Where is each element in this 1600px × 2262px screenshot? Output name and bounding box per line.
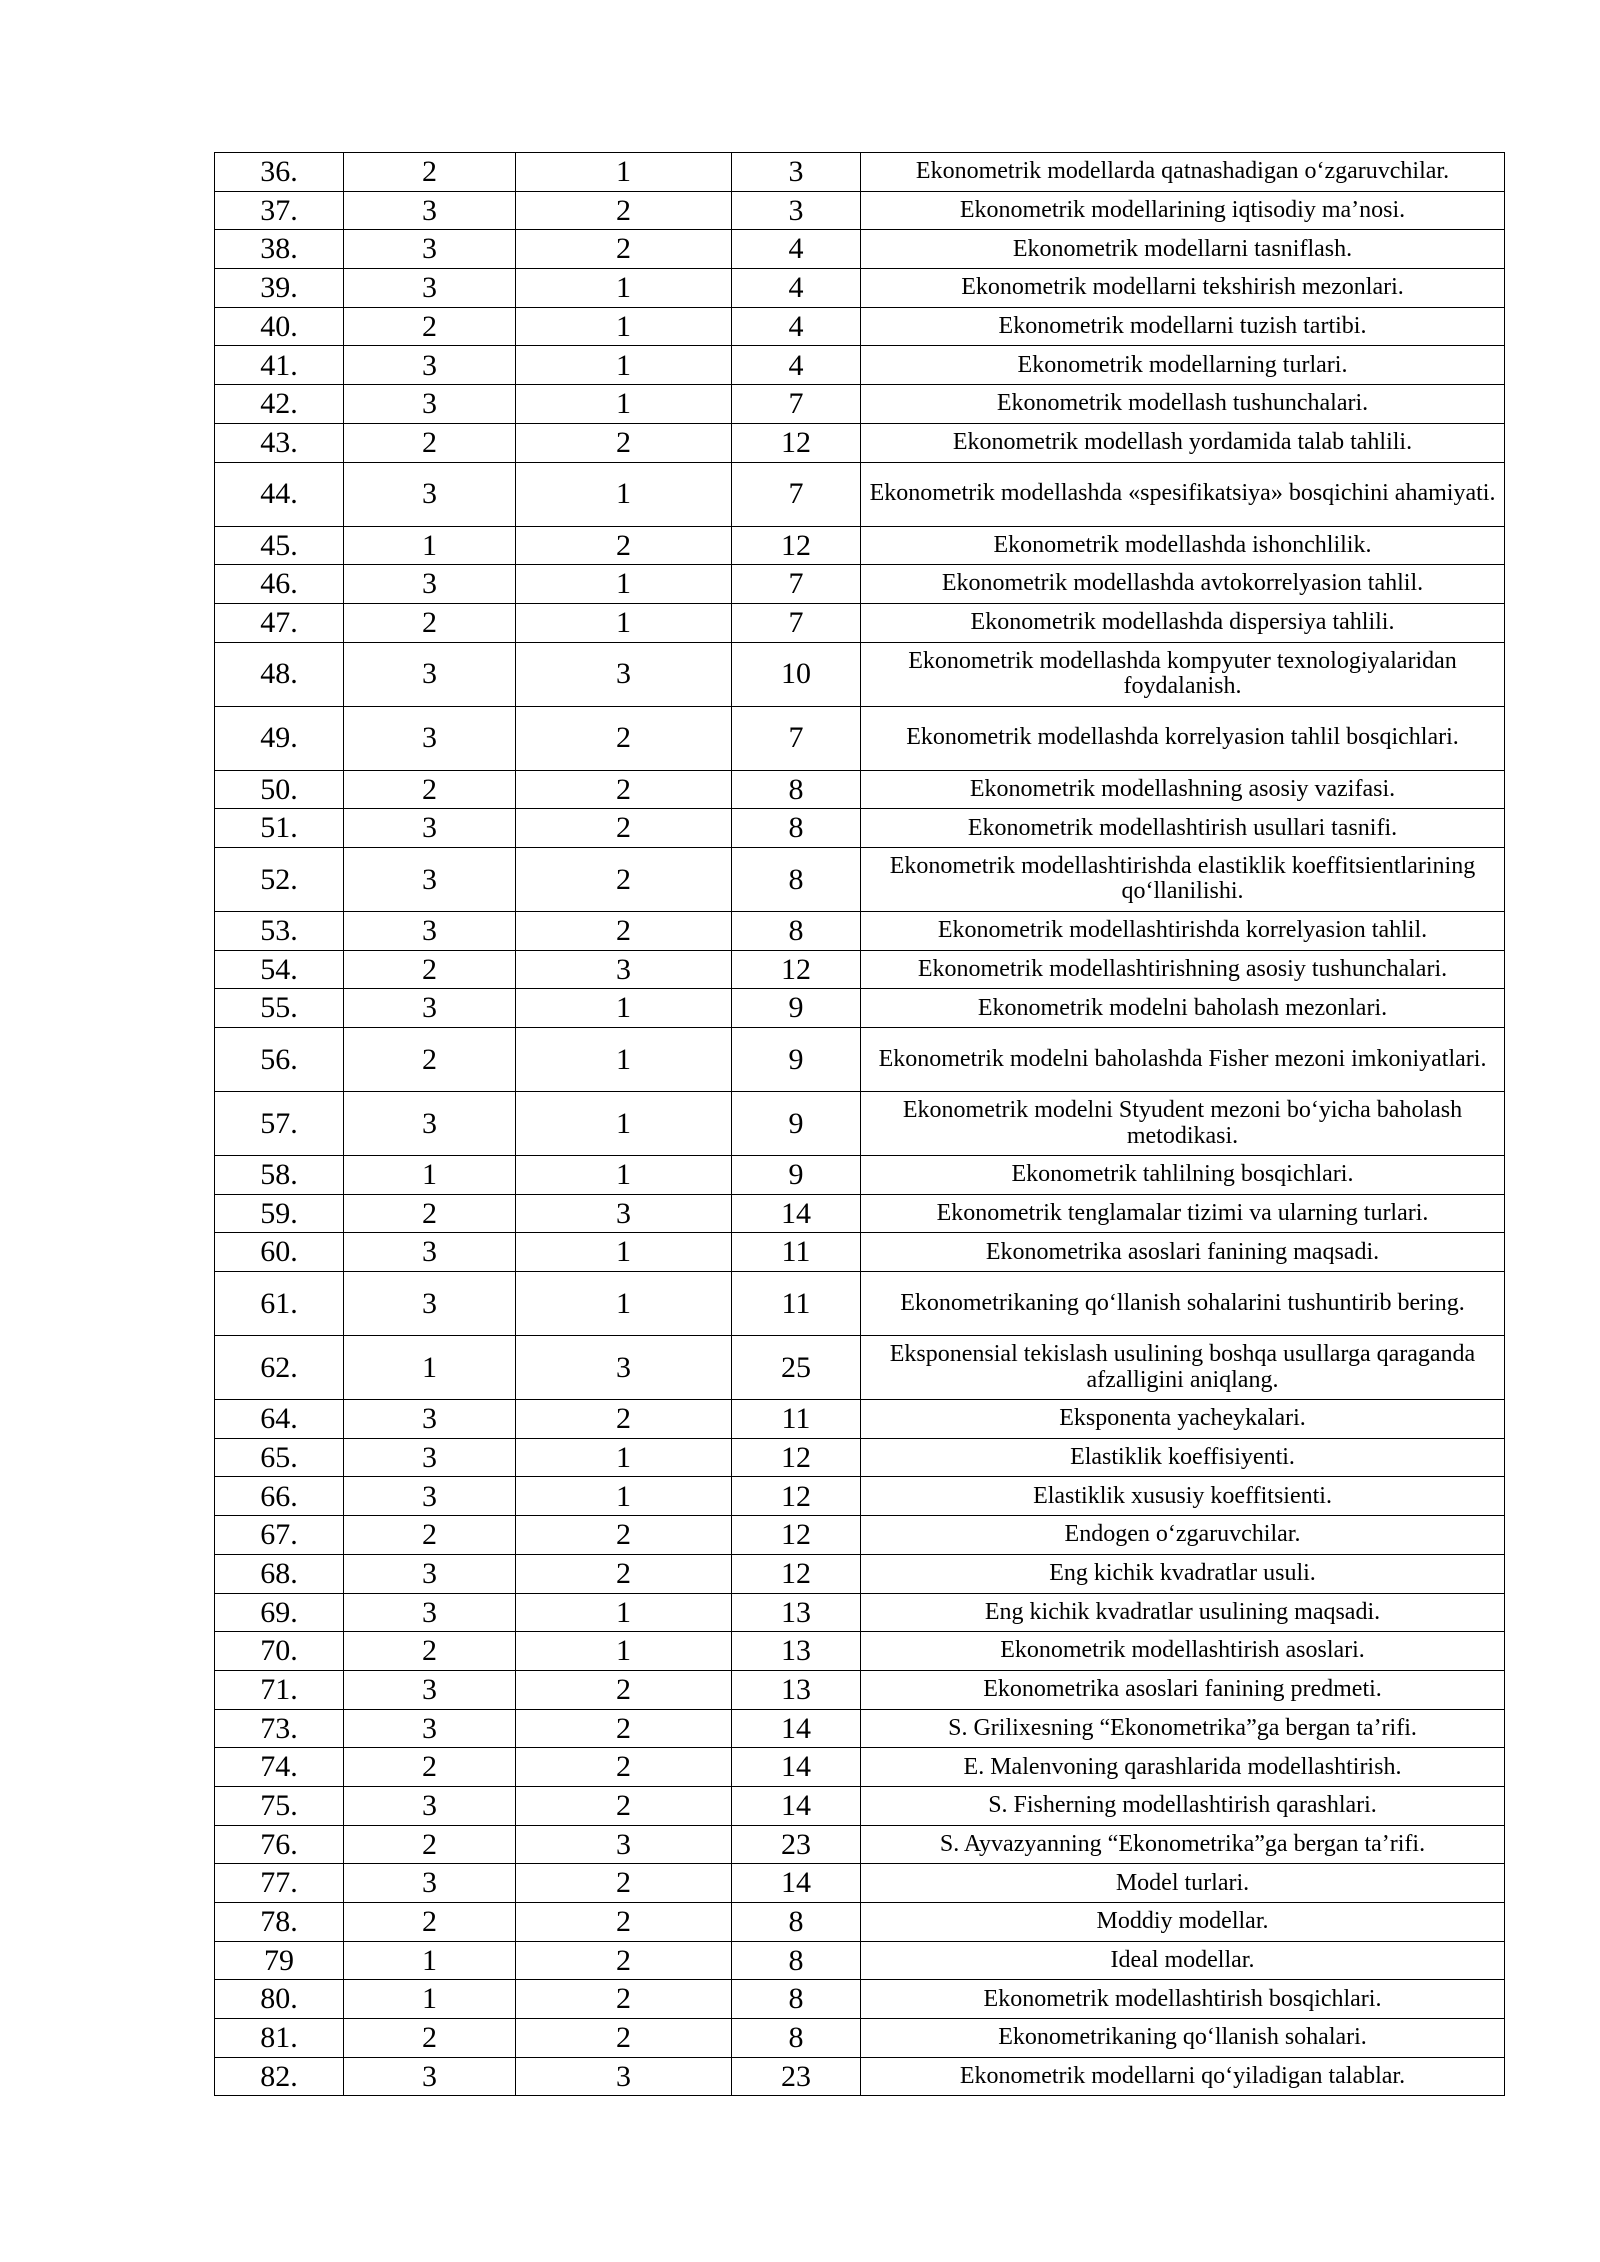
col-a-cell: 3	[344, 989, 516, 1028]
col-c-cell: 14	[732, 1864, 861, 1903]
col-c-cell: 9	[732, 1092, 861, 1156]
col-b-cell: 2	[516, 911, 732, 950]
col-a-cell: 2	[344, 1632, 516, 1671]
col-a-cell: 3	[344, 911, 516, 950]
col-a-cell: 2	[344, 307, 516, 346]
col-a-cell: 3	[344, 1554, 516, 1593]
col-c-cell: 12	[732, 1554, 861, 1593]
col-b-cell: 2	[516, 1748, 732, 1787]
col-b-cell: 2	[516, 1554, 732, 1593]
table-row	[215, 346, 1505, 385]
table-row	[215, 307, 1505, 346]
col-b-cell: 2	[516, 191, 732, 230]
col-c-cell: 8	[732, 1980, 861, 2019]
topic-cell: S. Grilixesning “Ekonometrika”ga bergan ta’rifi.	[861, 1709, 1505, 1748]
table-row	[215, 1516, 1505, 1555]
col-a-cell: 2	[344, 770, 516, 809]
table-row	[215, 1786, 1505, 1825]
col-b-cell: 2	[516, 1400, 732, 1439]
col-b-cell: 2	[516, 526, 732, 565]
col-c-cell: 14	[732, 1786, 861, 1825]
col-c-cell: 23	[732, 2057, 861, 2096]
col-c-cell: 12	[732, 423, 861, 462]
col-c-cell: 8	[732, 1941, 861, 1980]
question-number-cell: 65.	[215, 1438, 344, 1477]
table-row	[215, 526, 1505, 565]
question-number-cell: 56.	[215, 1028, 344, 1092]
question-number-cell: 69.	[215, 1593, 344, 1632]
table-row	[215, 1748, 1505, 1787]
col-c-cell: 7	[732, 706, 861, 770]
table-row	[215, 565, 1505, 604]
col-b-cell: 1	[516, 1233, 732, 1272]
document-page	[214, 152, 1504, 2096]
topic-cell: Ekonometrikaning qo‘llanish sohalari.	[861, 2019, 1505, 2058]
question-number-cell: 38.	[215, 230, 344, 269]
col-c-cell: 8	[732, 770, 861, 809]
col-a-cell: 3	[344, 1864, 516, 1903]
question-number-cell: 52.	[215, 847, 344, 911]
col-b-cell: 2	[516, 1786, 732, 1825]
table-row	[215, 989, 1505, 1028]
col-b-cell: 2	[516, 230, 732, 269]
table-row	[215, 1980, 1505, 2019]
topic-cell: Model turlari.	[861, 1864, 1505, 1903]
question-number-cell: 71.	[215, 1670, 344, 1709]
col-a-cell: 1	[344, 1156, 516, 1195]
question-number-cell: 58.	[215, 1156, 344, 1195]
table-row	[215, 191, 1505, 230]
col-c-cell: 23	[732, 1825, 861, 1864]
table-row	[215, 1477, 1505, 1516]
table-row	[215, 1233, 1505, 1272]
question-number-cell: 78.	[215, 1903, 344, 1942]
table-row	[215, 2019, 1505, 2058]
col-b-cell: 2	[516, 847, 732, 911]
col-c-cell: 9	[732, 1156, 861, 1195]
question-number-cell: 80.	[215, 1980, 344, 2019]
question-number-cell: 59.	[215, 1194, 344, 1233]
question-number-cell: 64.	[215, 1400, 344, 1439]
question-number-cell: 66.	[215, 1477, 344, 1516]
col-a-cell: 3	[344, 1438, 516, 1477]
col-a-cell: 3	[344, 642, 516, 706]
question-number-cell: 53.	[215, 911, 344, 950]
col-c-cell: 14	[732, 1748, 861, 1787]
col-c-cell: 12	[732, 950, 861, 989]
question-number-cell: 50.	[215, 770, 344, 809]
topic-cell: Ekonometrik modellashning asosiy vazifasi.	[861, 770, 1505, 809]
topic-cell: Ekonometrik modellarni tuzish tartibi.	[861, 307, 1505, 346]
table-row	[215, 1438, 1505, 1477]
table-row	[215, 1156, 1505, 1195]
table-row	[215, 1272, 1505, 1336]
col-a-cell: 2	[344, 423, 516, 462]
topic-cell: Ekonometrik modellashtirish bosqichlari.	[861, 1980, 1505, 2019]
question-number-cell: 75.	[215, 1786, 344, 1825]
col-b-cell: 1	[516, 565, 732, 604]
topic-cell: Ekonometrik modellashtirishda elastiklik koeffitsientlarining qo‘llanilishi.	[861, 847, 1505, 911]
topic-cell: Ekonometrik modellarni tasniflash.	[861, 230, 1505, 269]
topic-cell: Elastiklik koeffisiyenti.	[861, 1438, 1505, 1477]
topic-cell: Eksponenta yacheykalari.	[861, 1400, 1505, 1439]
col-b-cell: 1	[516, 1092, 732, 1156]
col-b-cell: 2	[516, 770, 732, 809]
col-a-cell: 2	[344, 1194, 516, 1233]
col-a-cell: 1	[344, 1941, 516, 1980]
col-b-cell: 1	[516, 1477, 732, 1516]
col-c-cell: 11	[732, 1400, 861, 1439]
question-number-cell: 76.	[215, 1825, 344, 1864]
table-row	[215, 1554, 1505, 1593]
col-a-cell: 3	[344, 1092, 516, 1156]
topic-cell: Ekonometrik modellashda «spesifikatsiya» bosqichini ahamiyati.	[861, 462, 1505, 526]
col-a-cell: 3	[344, 1786, 516, 1825]
col-a-cell: 3	[344, 565, 516, 604]
table-body	[215, 153, 1505, 2096]
col-a-cell: 3	[344, 346, 516, 385]
topic-cell: Ekonometrik tenglamalar tizimi va ularning turlari.	[861, 1194, 1505, 1233]
col-b-cell: 1	[516, 153, 732, 192]
topic-cell: Ekonometrik modellashda dispersiya tahlili.	[861, 603, 1505, 642]
col-c-cell: 3	[732, 191, 861, 230]
topic-cell: Eksponensial tekislash usulining boshqa usullarga qaraganda afzalligini aniqlang.	[861, 1336, 1505, 1400]
topic-cell: Ekonometrik tahlilning bosqichlari.	[861, 1156, 1505, 1195]
topic-cell: Ekonometrik modellarni qo‘yiladigan talablar.	[861, 2057, 1505, 2096]
table-row	[215, 1194, 1505, 1233]
question-number-cell: 74.	[215, 1748, 344, 1787]
topic-cell: Ekonometrik modellarning turlari.	[861, 346, 1505, 385]
table-row	[215, 269, 1505, 308]
col-b-cell: 2	[516, 2019, 732, 2058]
table-row	[215, 809, 1505, 848]
col-b-cell: 1	[516, 462, 732, 526]
question-number-cell: 40.	[215, 307, 344, 346]
topic-cell: Ekonometrik modellashtirishda korrelyasion tahlil.	[861, 911, 1505, 950]
col-c-cell: 12	[732, 1516, 861, 1555]
topic-cell: Moddiy modellar.	[861, 1903, 1505, 1942]
col-a-cell: 2	[344, 1903, 516, 1942]
table-row	[215, 1028, 1505, 1092]
table-row	[215, 847, 1505, 911]
col-a-cell: 3	[344, 1400, 516, 1439]
topic-cell: Ekonometrik modellashda avtokorrelyasion tahlil.	[861, 565, 1505, 604]
col-a-cell: 3	[344, 269, 516, 308]
col-c-cell: 8	[732, 847, 861, 911]
topic-cell: S. Fisherning modellashtirish qarashlari.	[861, 1786, 1505, 1825]
topic-cell: Ekonometrik modelni Styudent mezoni bo‘yicha baholash metodikasi.	[861, 1092, 1505, 1156]
col-b-cell: 1	[516, 603, 732, 642]
topic-cell: Ekonometrik modellashtirishning asosiy tushunchalari.	[861, 950, 1505, 989]
col-a-cell: 1	[344, 526, 516, 565]
topic-cell: Ekonometrik modellarda qatnashadigan o‘zgaruvchilar.	[861, 153, 1505, 192]
col-a-cell: 3	[344, 1272, 516, 1336]
col-c-cell: 12	[732, 526, 861, 565]
col-c-cell: 8	[732, 911, 861, 950]
question-number-cell: 67.	[215, 1516, 344, 1555]
col-c-cell: 4	[732, 307, 861, 346]
question-number-cell: 82.	[215, 2057, 344, 2096]
question-number-cell: 61.	[215, 1272, 344, 1336]
question-number-cell: 79	[215, 1941, 344, 1980]
col-b-cell: 1	[516, 1028, 732, 1092]
col-b-cell: 2	[516, 1980, 732, 2019]
col-b-cell: 1	[516, 1156, 732, 1195]
question-number-cell: 54.	[215, 950, 344, 989]
col-b-cell: 2	[516, 1670, 732, 1709]
table-row	[215, 950, 1505, 989]
question-number-cell: 41.	[215, 346, 344, 385]
col-c-cell: 4	[732, 230, 861, 269]
col-c-cell: 8	[732, 2019, 861, 2058]
col-b-cell: 2	[516, 423, 732, 462]
col-a-cell: 3	[344, 706, 516, 770]
col-c-cell: 8	[732, 809, 861, 848]
question-number-cell: 60.	[215, 1233, 344, 1272]
col-c-cell: 13	[732, 1593, 861, 1632]
table-row	[215, 1941, 1505, 1980]
col-c-cell: 7	[732, 603, 861, 642]
col-b-cell: 2	[516, 809, 732, 848]
col-c-cell: 14	[732, 1709, 861, 1748]
col-c-cell: 10	[732, 642, 861, 706]
col-b-cell: 2	[516, 706, 732, 770]
table-row	[215, 1670, 1505, 1709]
col-c-cell: 9	[732, 989, 861, 1028]
table-row	[215, 423, 1505, 462]
col-a-cell: 1	[344, 1980, 516, 2019]
col-b-cell: 2	[516, 1941, 732, 1980]
col-a-cell: 2	[344, 1825, 516, 1864]
topic-cell: Ekonometrik modelni baholash mezonlari.	[861, 989, 1505, 1028]
col-b-cell: 1	[516, 346, 732, 385]
question-number-cell: 49.	[215, 706, 344, 770]
topic-cell: Ekonometrik modellashda kompyuter texnologiyalaridan foydalanish.	[861, 642, 1505, 706]
question-number-cell: 55.	[215, 989, 344, 1028]
question-number-cell: 77.	[215, 1864, 344, 1903]
topic-cell: Ekonometrik modellarni tekshirish mezonlari.	[861, 269, 1505, 308]
topic-cell: Endogen o‘zgaruvchilar.	[861, 1516, 1505, 1555]
table-row	[215, 1825, 1505, 1864]
topic-cell: Eng kichik kvadratlar usuli.	[861, 1554, 1505, 1593]
topic-cell: Elastiklik xususiy koeffitsienti.	[861, 1477, 1505, 1516]
table-row	[215, 770, 1505, 809]
question-number-cell: 44.	[215, 462, 344, 526]
table-row	[215, 642, 1505, 706]
col-c-cell: 4	[732, 346, 861, 385]
topic-cell: Ekonometrik modellarining iqtisodiy ma’nosi.	[861, 191, 1505, 230]
table-row	[215, 1709, 1505, 1748]
col-b-cell: 3	[516, 1825, 732, 1864]
topic-cell: Ekonometrik modellashtirish usullari tasnifi.	[861, 809, 1505, 848]
col-b-cell: 3	[516, 2057, 732, 2096]
col-b-cell: 1	[516, 1272, 732, 1336]
col-a-cell: 2	[344, 603, 516, 642]
col-c-cell: 12	[732, 1438, 861, 1477]
topic-cell: Ekonometrik modellashda korrelyasion tahlil bosqichlari.	[861, 706, 1505, 770]
col-b-cell: 1	[516, 269, 732, 308]
col-a-cell: 3	[344, 385, 516, 424]
col-a-cell: 3	[344, 1670, 516, 1709]
topic-cell: Ekonometrik modellash yordamida talab tahlili.	[861, 423, 1505, 462]
col-b-cell: 1	[516, 1632, 732, 1671]
col-a-cell: 3	[344, 2057, 516, 2096]
table-row	[215, 706, 1505, 770]
col-c-cell: 13	[732, 1632, 861, 1671]
col-c-cell: 11	[732, 1233, 861, 1272]
table-row	[215, 1400, 1505, 1439]
col-a-cell: 3	[344, 809, 516, 848]
col-b-cell: 1	[516, 1438, 732, 1477]
question-number-cell: 73.	[215, 1709, 344, 1748]
question-number-cell: 48.	[215, 642, 344, 706]
questions-table	[214, 152, 1505, 2096]
topic-cell: Ekonometrik modellashda ishonchlilik.	[861, 526, 1505, 565]
col-c-cell: 8	[732, 1903, 861, 1942]
col-c-cell: 7	[732, 385, 861, 424]
question-number-cell: 51.	[215, 809, 344, 848]
col-a-cell: 2	[344, 153, 516, 192]
col-b-cell: 2	[516, 1516, 732, 1555]
topic-cell: E. Malenvoning qarashlarida modellashtirish.	[861, 1748, 1505, 1787]
col-b-cell: 3	[516, 1336, 732, 1400]
question-number-cell: 36.	[215, 153, 344, 192]
table-row	[215, 1903, 1505, 1942]
question-number-cell: 42.	[215, 385, 344, 424]
col-c-cell: 11	[732, 1272, 861, 1336]
table-row	[215, 462, 1505, 526]
col-c-cell: 7	[732, 462, 861, 526]
col-c-cell: 12	[732, 1477, 861, 1516]
col-a-cell: 3	[344, 230, 516, 269]
topic-cell: Ekonometrika asoslari fanining maqsadi.	[861, 1233, 1505, 1272]
col-b-cell: 1	[516, 385, 732, 424]
col-c-cell: 14	[732, 1194, 861, 1233]
table-row	[215, 1593, 1505, 1632]
col-a-cell: 1	[344, 1336, 516, 1400]
question-number-cell: 39.	[215, 269, 344, 308]
col-a-cell: 2	[344, 950, 516, 989]
col-a-cell: 3	[344, 1593, 516, 1632]
col-b-cell: 2	[516, 1864, 732, 1903]
topic-cell: Ekonometrik modellashtirish asoslari.	[861, 1632, 1505, 1671]
question-number-cell: 47.	[215, 603, 344, 642]
col-b-cell: 1	[516, 307, 732, 346]
col-b-cell: 3	[516, 642, 732, 706]
col-a-cell: 2	[344, 2019, 516, 2058]
topic-cell: Ekonometrik modelni baholashda Fisher mezoni imkoniyatlari.	[861, 1028, 1505, 1092]
table-row	[215, 911, 1505, 950]
question-number-cell: 37.	[215, 191, 344, 230]
question-number-cell: 70.	[215, 1632, 344, 1671]
question-number-cell: 46.	[215, 565, 344, 604]
table-row	[215, 2057, 1505, 2096]
col-b-cell: 3	[516, 1194, 732, 1233]
col-a-cell: 3	[344, 847, 516, 911]
col-b-cell: 2	[516, 1709, 732, 1748]
col-c-cell: 3	[732, 153, 861, 192]
table-row	[215, 1632, 1505, 1671]
table-row	[215, 603, 1505, 642]
col-c-cell: 13	[732, 1670, 861, 1709]
col-a-cell: 3	[344, 1709, 516, 1748]
table-row	[215, 230, 1505, 269]
table-row	[215, 1864, 1505, 1903]
topic-cell: S. Ayvazyanning “Ekonometrika”ga bergan ta’rifi.	[861, 1825, 1505, 1864]
topic-cell: Ideal modellar.	[861, 1941, 1505, 1980]
col-a-cell: 3	[344, 1233, 516, 1272]
table-row	[215, 1336, 1505, 1400]
table-row	[215, 1092, 1505, 1156]
col-b-cell: 3	[516, 950, 732, 989]
col-c-cell: 7	[732, 565, 861, 604]
question-number-cell: 57.	[215, 1092, 344, 1156]
topic-cell: Eng kichik kvadratlar usulining maqsadi.	[861, 1593, 1505, 1632]
topic-cell: Ekonometrik modellash tushunchalari.	[861, 385, 1505, 424]
col-a-cell: 2	[344, 1748, 516, 1787]
table-row	[215, 153, 1505, 192]
question-number-cell: 68.	[215, 1554, 344, 1593]
col-b-cell: 2	[516, 1903, 732, 1942]
col-a-cell: 3	[344, 1477, 516, 1516]
question-number-cell: 62.	[215, 1336, 344, 1400]
col-c-cell: 4	[732, 269, 861, 308]
question-number-cell: 43.	[215, 423, 344, 462]
col-a-cell: 3	[344, 462, 516, 526]
question-number-cell: 81.	[215, 2019, 344, 2058]
col-b-cell: 1	[516, 989, 732, 1028]
col-c-cell: 25	[732, 1336, 861, 1400]
col-a-cell: 2	[344, 1028, 516, 1092]
col-a-cell: 3	[344, 191, 516, 230]
col-c-cell: 9	[732, 1028, 861, 1092]
topic-cell: Ekonometrika asoslari fanining predmeti.	[861, 1670, 1505, 1709]
col-b-cell: 1	[516, 1593, 732, 1632]
table-row	[215, 385, 1505, 424]
topic-cell: Ekonometrikaning qo‘llanish sohalarini tushuntirib bering.	[861, 1272, 1505, 1336]
question-number-cell: 45.	[215, 526, 344, 565]
col-a-cell: 2	[344, 1516, 516, 1555]
